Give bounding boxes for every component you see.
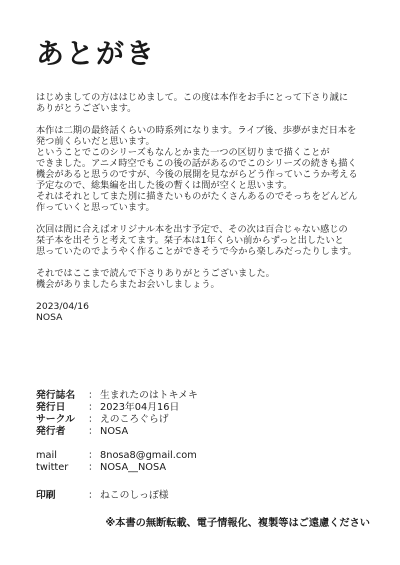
colophon-separator: ： — [88, 426, 98, 437]
contact-value: NOSA__NOSA — [100, 462, 167, 473]
text-line: それではここまで読んで下さりありがとうございました。 — [36, 268, 275, 279]
text-line: 発つ前くらいだと思います。 — [36, 136, 155, 147]
contact-row-twitter — [36, 462, 376, 474]
paragraph-story — [36, 125, 371, 213]
paragraph-greeting — [36, 92, 371, 114]
page-title: あとがき — [36, 37, 157, 70]
text-line: できました。アニメ時空でもこの後の話があるのでこのシリーズの続きも描く — [36, 158, 357, 169]
text-line: 作っていくと思っています。 — [36, 202, 155, 213]
text-line: 次回は間に合えばオリジナル本を出す予定で、その次は百合じゃない感じの — [36, 224, 348, 235]
colophon-key: サークル — [36, 414, 75, 425]
colophon-separator: ： — [88, 402, 98, 413]
colophon-key: 発行日 — [36, 402, 66, 413]
colophon-key: 発行誌名 — [36, 390, 76, 401]
colophon-value: えのころぐらげ — [100, 414, 169, 425]
contact-separator: ： — [88, 462, 98, 473]
afterword-author: NOSA — [36, 312, 63, 323]
contact-separator: ： — [88, 450, 98, 461]
paragraph-next — [36, 224, 371, 257]
text-line: 機会がありましたらまたお会いしましょう。 — [36, 279, 220, 290]
signature-block — [36, 301, 371, 323]
contact-row-mail — [36, 450, 376, 462]
afterword-body — [36, 92, 371, 334]
text-line: 思っていたのでようやく作ることができそうで今から楽しみだったりします。 — [36, 246, 357, 257]
text-line: 機会があると思うのですが、今後の展開を見ながらどう作っていこうか考える — [36, 169, 358, 180]
text-line: 予定なので、総集編を出した後の暫くは間が空くと思います。 — [36, 180, 293, 191]
colophon-row-circle — [36, 414, 376, 426]
contact-value: 8nosa8@gmail.com — [100, 450, 197, 461]
colophon-separator: ： — [88, 414, 98, 425]
colophon-row-date — [36, 402, 376, 414]
spacer — [36, 474, 376, 490]
colophon-value: 生まれたのはトキメキ — [100, 390, 198, 401]
text-line: はじめましての方ははじめまして。この度は本作をお手にとって下さり誠に — [36, 92, 349, 103]
contact-key: mail — [36, 450, 57, 461]
afterword-date: 2023/04/16 — [36, 301, 89, 312]
text-line: それはそれとしてまた別に描きたいものがたくさんあるのでそっちをどんどん — [36, 191, 358, 202]
colophon-value: 2023年04月16日 — [100, 402, 180, 413]
colophon-key: 印刷 — [36, 490, 56, 501]
contact-key: twitter — [36, 462, 69, 473]
colophon-row-title — [36, 390, 376, 402]
colophon-key: 発行者 — [36, 426, 66, 437]
spacer — [36, 438, 376, 450]
colophon-row-publisher — [36, 426, 376, 438]
colophon-value: ねこのしっぽ様 — [100, 490, 169, 501]
text-line: ということでこのシリーズもなんとかまた一つの区切りまで描くことが — [36, 147, 330, 158]
colophon-row-printer — [36, 490, 376, 502]
colophon-separator: ： — [88, 390, 98, 401]
paragraph-closing — [36, 268, 371, 290]
text-line: 本作は二期の最終話くらいの時系列になります。ライブ後、歩夢がまだ日本を — [36, 125, 357, 136]
colophon — [36, 390, 376, 502]
text-line: ありがとうございます。 — [36, 103, 137, 114]
text-line: 栞子本を出そうと考えてます。栞子本は1年くらい前からずっと出したいと — [36, 235, 344, 246]
colophon-value: NOSA — [100, 426, 129, 437]
copyright-notice: ※本書の無断転載、電子情報化、複製等はご遠慮ください — [105, 518, 370, 529]
colophon-separator: ： — [88, 490, 98, 501]
